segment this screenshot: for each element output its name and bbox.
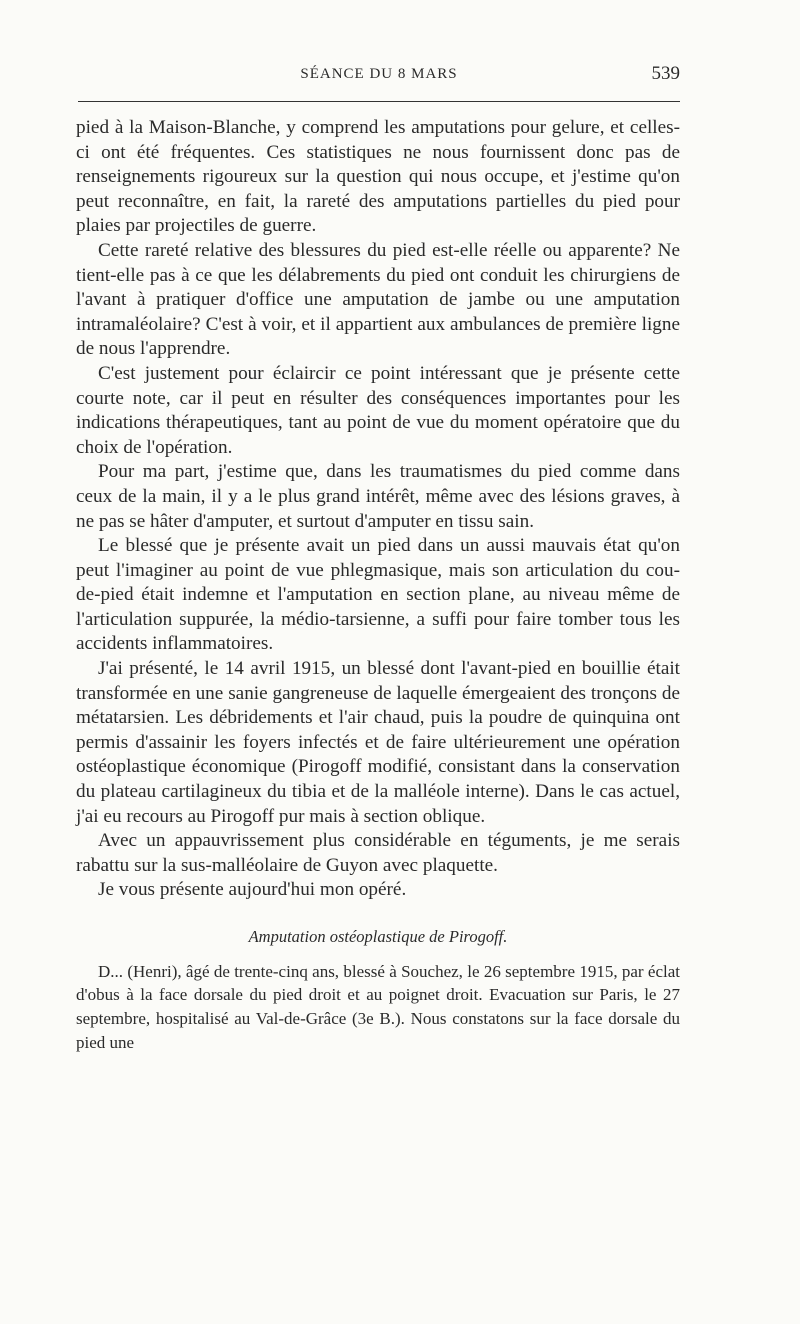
case-paragraph: D... (Henri), âgé de trente-cinq ans, blessé à Souchez, le 26 septembre 1915, par éclat d'obus à la face dorsale du pied droit et au poignet droit. Evacuation sur Paris, le 27 septembre, hospitalisé au Val-de-Grâce (3e B.). Nous constatons sur la face dorsale du pied une <box>76 961 680 1052</box>
paragraph: C'est justement pour éclaircir ce point intéressant que je présente cette courte note, car il peut en résulter des conséquences importantes pour les indications thérapeutiques, tant au point de vue du moment opératoire que du choix de l'opération. <box>76 362 680 458</box>
paragraph: J'ai présenté, le 14 avril 1915, un blessé dont l'avant-pied en bouillie était transformée en une sanie gangreneuse de laquelle émergeaient des tronçons de métatarsien. Les débridements et l'air chaud, puis la poudre de quinquina ont permis d'assainir les foyers infectés et de faire ultérieurement une opération ostéoplastique économique (Pirogoff modifié, consistant dans la conservation du plateau cartilagineux du tibia et de la malléole interne). Dans le cas actuel, j'ai eu recours au Pirogoff pur mais à section oblique. <box>76 658 680 827</box>
running-head: SÉANCE DU 8 MARS <box>300 66 458 82</box>
header-rule <box>78 101 680 102</box>
paragraph: Cette rareté relative des blessures du pied est-elle réelle ou apparente? Ne tient-elle pas à ce que les délabrements du pied ont conduit les chirurgiens de l'avant à pratiquer d'office une amputation de jambe ou une amputation intramaléolaire? C'est à voir, et il appartient aux ambulances de première ligne de nous l'apprendre. <box>76 239 680 360</box>
section-subheading: Amputation ostéoplastique de Pirogoff. <box>248 927 508 946</box>
paragraph: Le blessé que je présente avait un pied dans un aussi mauvais état qu'on peut l'imaginer au point de vue phlegmasique, mais son articulation du cou-de-pied était indemne et l'amputation en section plane, au niveau même de l'articulation suppurée, la médio-tarsienne, a suffi pour faire tomber tous les accidents inflammatoires. <box>76 535 680 655</box>
paragraph: Pour ma part, j'estime que, dans les traumatismes du pied comme dans ceux de la main, il y a le plus grand intérêt, même avec des lésions graves, à ne pas se hâter d'amputer, et surtout d'amputer en tissu sain. <box>76 461 680 532</box>
paragraph-continuation: pied à la Maison-Blanche, y comprend les amputations pour gelure, et celles-ci ont été fréquentes. Ces statistiques ne nous fournissent donc pas de renseignements rigoureux sur la question qui nous occupe, et j'estime qu'on peut reconnaître, en fait, la rareté des amputations partielles du pied pour plaies par projectiles de guerre. <box>76 117 680 237</box>
page-body <box>76 116 680 1055</box>
paragraph: Je vous présente aujourd'hui mon opéré. <box>98 879 407 901</box>
page-header <box>78 60 680 94</box>
paragraph: Avec un appauvrissement plus considérable en téguments, je me serais rabattu sur la sus-malléolaire de Guyon avec plaquette. <box>76 830 680 876</box>
page-number: 539 <box>651 63 680 84</box>
